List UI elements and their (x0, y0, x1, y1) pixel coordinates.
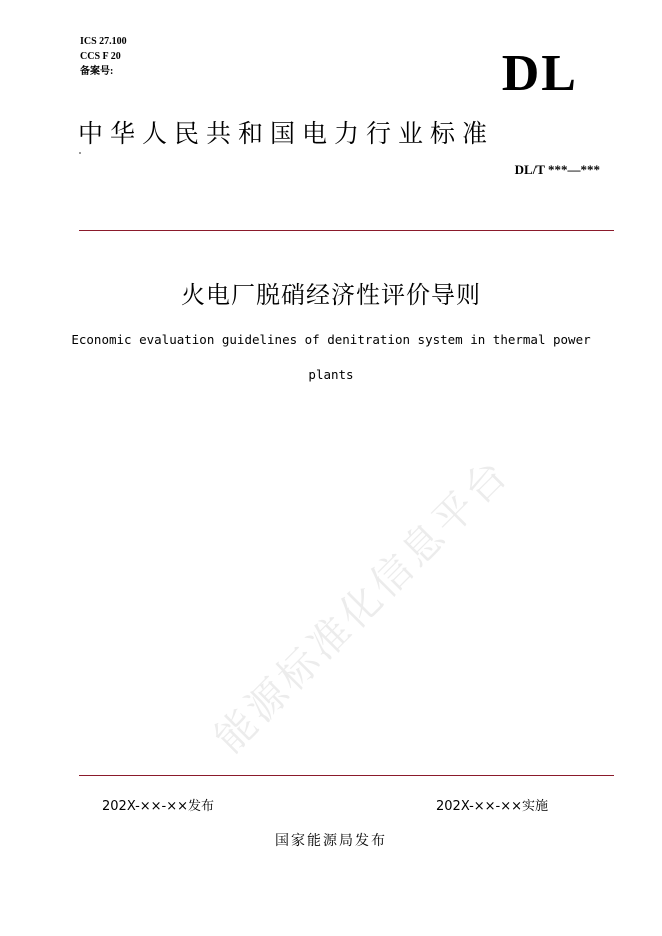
dot-mark (79, 152, 81, 154)
dl-logo: DL (501, 45, 578, 102)
classification-block (80, 34, 127, 79)
ics-code: ICS 27.100 (80, 36, 127, 47)
filing-number-label: 备案号: (80, 66, 114, 77)
standard-number: DL/T ***—*** (514, 162, 600, 177)
document-title-chinese: 火电厂脱硝经济性评价导则 (181, 281, 481, 309)
document-title-english: Economic evaluation guidelines of denitration system in thermal power plants (71, 332, 591, 382)
issue-date: 202X-××-××发布 (102, 799, 215, 814)
top-divider (79, 230, 614, 231)
watermark: 能源标准化信息平台 (206, 449, 519, 763)
ccs-code: CCS F 20 (80, 51, 121, 62)
bottom-divider (79, 775, 614, 776)
implementation-date: 202X-××-××实施 (436, 799, 549, 814)
standard-category-title: 中华人民共和国电力行业标准 (78, 119, 495, 148)
publisher: 国家能源局发布 (275, 833, 387, 849)
